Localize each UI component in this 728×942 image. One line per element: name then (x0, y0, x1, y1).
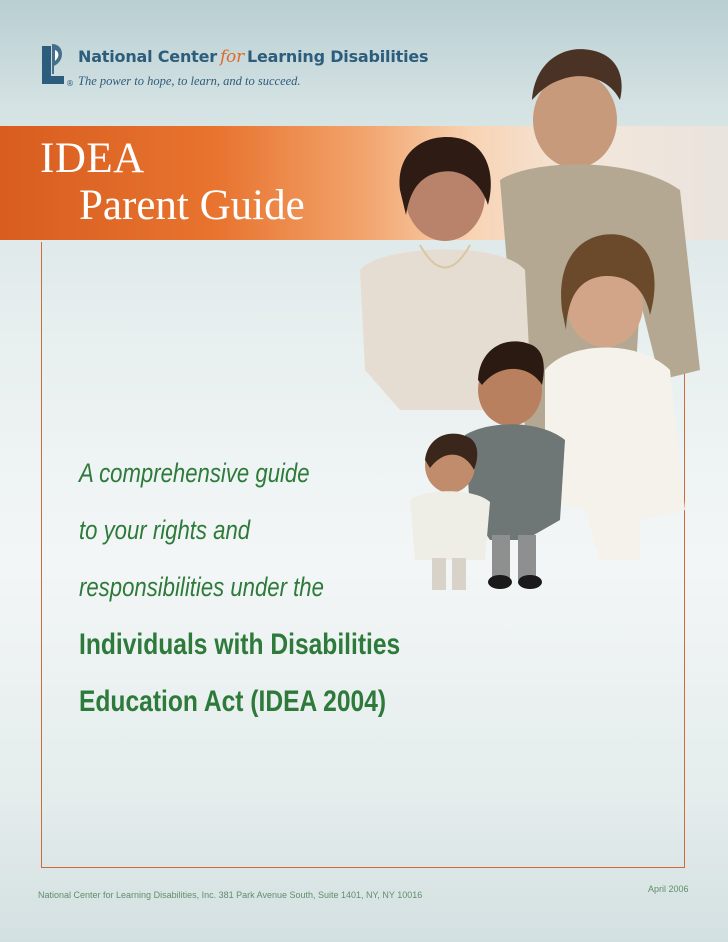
registered-mark: ® (66, 79, 74, 88)
act-name-line: Education Act (IDEA 2004) (79, 685, 387, 718)
ncld-logo-icon (38, 42, 68, 86)
description-line: responsibilities under the (79, 572, 324, 602)
description-line: A comprehensive guide (79, 458, 310, 488)
organization-name-for: for (219, 47, 244, 67)
organization-name-part1: National Center (78, 47, 217, 66)
document-title-line2: Parent Guide (79, 182, 305, 229)
act-name-line: Individuals with Disabilities (79, 628, 401, 661)
organization-tagline: The power to hope, to learn, and to succeed. (78, 74, 301, 88)
publication-date: April 2006 (648, 884, 689, 894)
document-title-line1: IDEA (40, 135, 145, 182)
guide-description (79, 445, 519, 730)
organization-name-part2: Learning Disabilities (247, 47, 429, 66)
footer-address: National Center for Learning Disabilities, Inc. 381 Park Avenue South, Suite 1401, NY, NY 10016 (38, 890, 423, 900)
description-line: to your rights and (79, 515, 251, 545)
